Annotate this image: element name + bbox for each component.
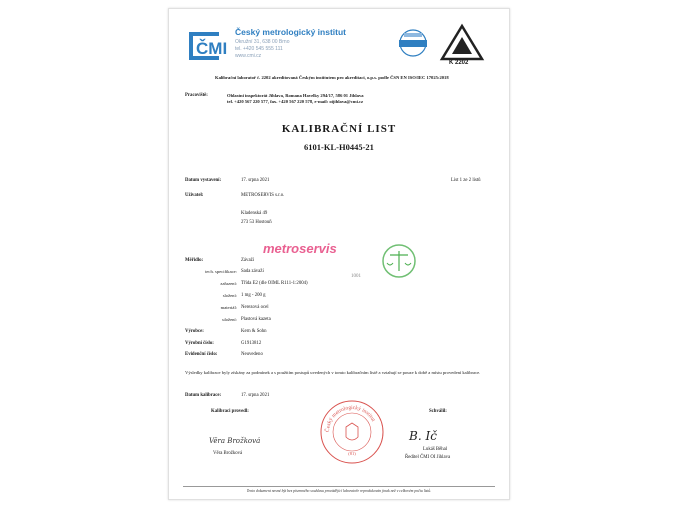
institute-web: www.cmi.cz [235, 53, 262, 59]
cmi-logo [187, 26, 231, 62]
results-statement: Výsledky kalibrace byly získány za podmínek a s použitím postupů uvedených v tomto kalibračním listě a vztahují se pouze k době a místu provedení kalibrace. [185, 370, 481, 375]
calibration-date-label: Datum kalibrace: [185, 393, 222, 398]
record-label: Evidenční číslo: [185, 352, 218, 357]
manufacturer-label: Výrobce: [185, 329, 204, 334]
customer-city: 273 53 Hostouň [241, 220, 272, 225]
instrument-value: Závaží [241, 258, 255, 263]
material-row-value: Nerezová ocel [241, 305, 269, 310]
sheet-count: List 1 ze 2 listů [451, 178, 481, 183]
spec-row-value: Sada závaží [241, 269, 264, 274]
issue-date-label: Datum vystavení: [185, 178, 222, 183]
performed-by-label: Kalibraci provedl: [211, 409, 249, 414]
watermark-number: 1001 [351, 274, 361, 279]
manufacturer-value: Kern & Sohn [241, 329, 267, 334]
stamp-arc-text: Český metrologický institut [324, 404, 377, 433]
storage-row-value: Plastová kazeta [241, 317, 271, 322]
workplace-line-1: Oblastní inspektorát Jihlava, Romana Havelky 294/17, 586 01 Jihlava [227, 93, 364, 98]
composition-row-label: složení: [222, 293, 237, 298]
cai-accreditation-logo [439, 23, 485, 63]
institute-stamp [317, 397, 387, 467]
institute-address: Okružní 31, 638 00 Brno [235, 39, 290, 45]
class-row-label: zařazení: [220, 281, 237, 286]
metroservis-watermark: metroservis [263, 241, 337, 256]
composition-row-value: 1 mg - 200 g [241, 293, 266, 298]
issue-date: 17. srpna 2021 [241, 178, 270, 183]
customer-label: Uživatel: [185, 193, 204, 198]
performer-name: Věra Brožková [213, 451, 243, 456]
accreditation-statement: Kalibrační laboratoř č. 2202 akreditovaná Českým institutem pro akreditaci, o.p.s. podle ČSN EN ISO/IEC 17025:2018 [215, 75, 449, 80]
class-row-value: Třída E2 (dle OIML R111-1:2004) [241, 281, 308, 286]
spec-row-label: tech. specifikace: [205, 269, 237, 274]
institute-name: Český metrologický institut [235, 27, 347, 37]
scales-seal-icon [381, 243, 417, 279]
document-title: KALIBRAČNÍ LIST [281, 123, 397, 135]
instrument-label: Měřidlo: [185, 258, 204, 263]
serial-value: G1913812 [241, 341, 262, 346]
customer-name: METROSERVIS s.r.o. [241, 193, 285, 198]
record-value: Neuvedeno [241, 352, 263, 357]
stamp-number: (81) [348, 451, 356, 456]
serial-label: Výrobní číslo: [185, 341, 214, 346]
performer-signature: Věra Brožková [209, 437, 261, 445]
calibration-date: 17. srpna 2021 [241, 393, 270, 398]
certificate-number: 6101-KL-H0445-21 [304, 142, 374, 152]
calibration-certificate-page [168, 8, 510, 500]
workplace-line-2: tel. +420 567 220 577, fax. +420 567 220 578, e-mail: oijihlava@cmi.cz [227, 99, 364, 105]
material-row-label: materiál: [220, 305, 237, 310]
workplace-label: Pracoviště: [185, 93, 208, 98]
ilac-mra-logo [395, 27, 431, 59]
institute-phone: tel. +420 545 555 111 [235, 46, 283, 52]
logo-text: ČMI [196, 39, 228, 58]
storage-row-label: uložení: [222, 317, 237, 322]
approved-by-label: Schválil: [429, 409, 447, 414]
document-footer: Tento dokument nesmí být bez písemného souhlasu provádějící laboratoře reprodukován jinak než v celkovém počtu listů. [183, 486, 495, 493]
customer-street: Kladenská 49 [241, 211, 268, 216]
approver-signature: B. Ič [409, 429, 437, 443]
approver-role: Ředitel ČMI OI Jihlava [405, 455, 451, 460]
accreditation-number: K 2202 [449, 60, 469, 66]
approver-name: Lukáš Běhal [423, 447, 448, 452]
workplace-address [227, 93, 477, 106]
